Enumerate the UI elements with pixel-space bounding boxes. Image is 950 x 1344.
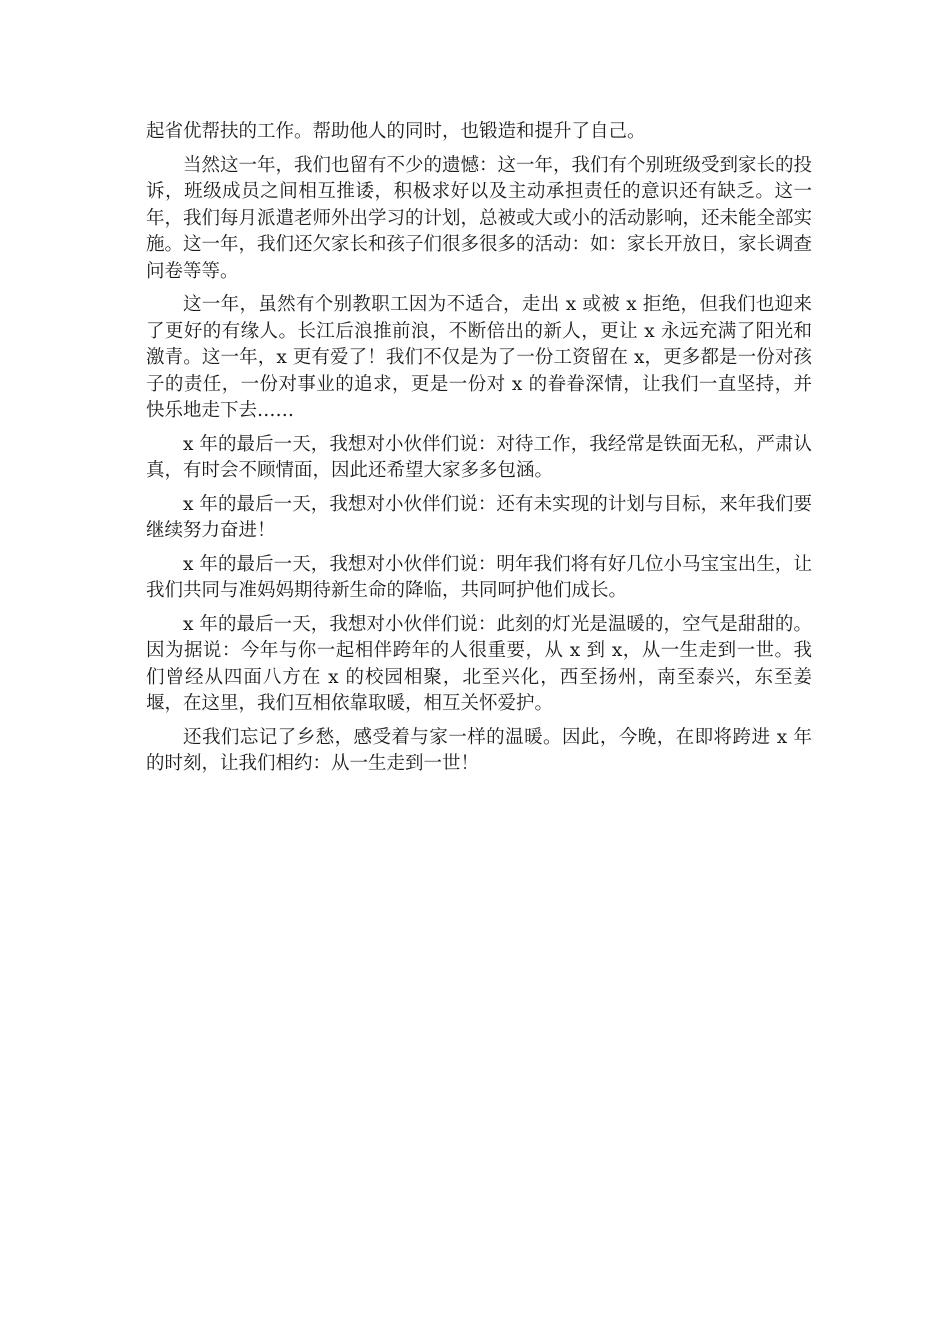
document-page xyxy=(146,119,812,785)
paragraph-6: x 年的最后一天，我想对小伙伴们说：明年我们将有好几位小马宝宝出生，让我们共同与准妈妈期待新生命的降临，共同呵护他们成长。 xyxy=(146,553,812,601)
paragraph-2: 当然这一年，我们也留有不少的遗憾：这一年，我们有个别班级受到家长的投诉，班级成员之间相互推诿，积极求好以及主动承担责任的意识还有缺乏。这一年，我们每月派遣老师外出学习的计划，总被或大或小的活动影响，还未能全部实施。这一年，我们还欠家长和孩子们很多很多的活动：如：家长开放日，家长调查问卷等等。 xyxy=(146,154,813,282)
paragraph-8: 还我们忘记了乡愁，感受着与家一样的温暖。因此，今晚，在即将跨进 x 年的时刻，让我们相约：从一生走到一世！ xyxy=(146,726,812,774)
paragraph-5: x 年的最后一天，我想对小伙伴们说：还有未实现的计划与目标，来年我们要继续努力奋进！ xyxy=(146,493,812,541)
paragraph-1: 起省优帮扶的工作。帮助他人的同时，也锻造和提升了自己。 xyxy=(146,121,646,142)
paragraph-7: x 年的最后一天，我想对小伙伴们说：此刻的灯光是温暖的，空气是甜甜的。因为据说：今年与你一起相伴跨年的人很重要，从 x 到 x，从一生走到一世。我们曾经从四面八方在 x 的校园相聚，北至兴化，西至扬州，南至泰兴，东至姜堰，在这里，我们互相依靠取暖，相互关怀爱护。 xyxy=(146,613,812,714)
paragraph-4: x 年的最后一天，我想对小伙伴们说：对待工作，我经常是铁面无私，严肃认真，有时会不顾情面，因此还希望大家多多包涵。 xyxy=(146,433,812,481)
paragraph-3: 这一年，虽然有个别教职工因为不适合，走出 x 或被 x 拒绝，但我们也迎来了更好的有缘人。长江后浪推前浪，不断倍出的新人，更让 x 永远充满了阳光和激青。这一年，x 更有爱了！我们不仅是为了一份工资留在 x，更多都是一份对孩子的责任，一份对事业的追求，更是一份对 x 的眷眷深情，让我们一直坚持，并快乐地走下去…… xyxy=(146,294,812,421)
